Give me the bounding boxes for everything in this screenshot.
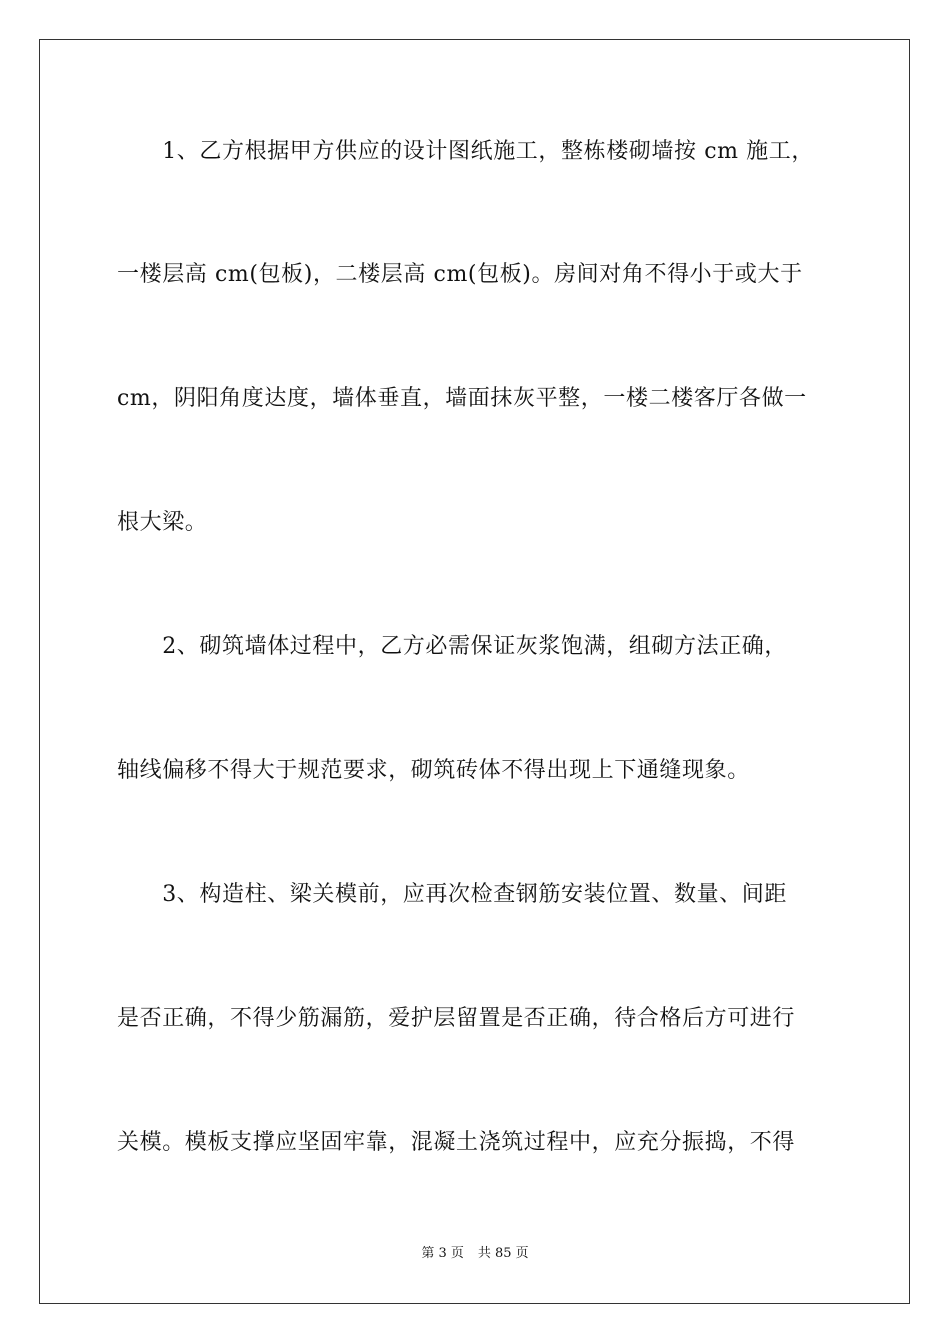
text-line-8: 是否正确，不得少筋漏筋，爱护层留置是否正确，待合格后方可进行 [117, 1006, 796, 1031]
text-line-2: 一楼层高 cm(包板)，二楼层高 cm(包板)。房间对角不得小于或大于 [117, 262, 803, 287]
page-number: 第 3 页 [421, 1246, 464, 1261]
text-line-9: 关模。模板支撑应坚固牢靠，混凝土浇筑过程中，应充分振捣，不得 [117, 1130, 796, 1155]
text-line-5: 2、砌筑墙体过程中，乙方必需保证灰浆饱满，组砌方法正确， [117, 634, 787, 659]
text-line-6: 轴线偏移不得大于规范要求，砌筑砖体不得出现上下通缝现象。 [117, 758, 750, 783]
page-border [39, 39, 910, 1304]
text-line-7: 3、构造柱、梁关模前，应再次检查钢筋安装位置、数量、间距 [117, 882, 787, 907]
text-line-1: 1、乙方根据甲方供应的设计图纸施工，整栋楼砌墙按 cm 施工， [117, 139, 814, 164]
text-line-4: 根大梁。 [117, 510, 208, 535]
page-total: 共 85 页 [477, 1246, 529, 1261]
text-line-3: cm，阴阳角度达度，墙体垂直，墙面抹灰平整，一楼二楼客厅各做一 [117, 386, 807, 411]
page-footer [0, 1245, 950, 1263]
